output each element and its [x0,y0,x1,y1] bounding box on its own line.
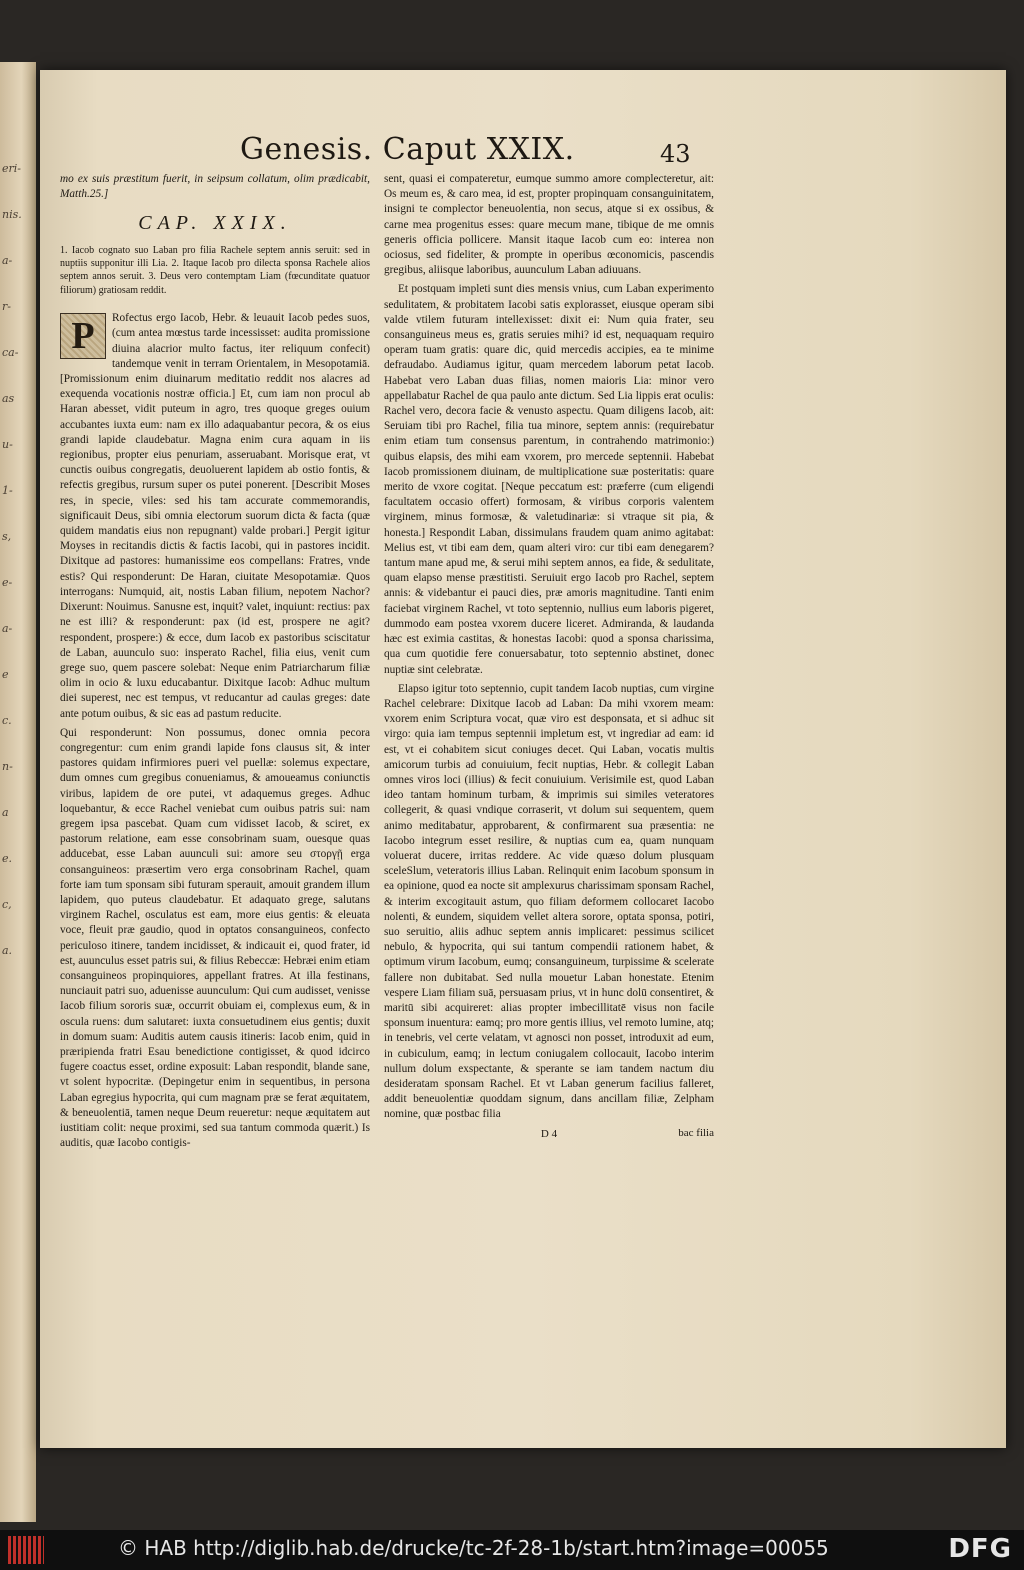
previous-page-text-fragment: e [2,668,9,681]
previous-page-text-fragment: ca- [2,346,19,359]
previous-page-text-fragment: s, [2,530,12,543]
signature-mark: D 4 [540,1127,558,1140]
dropcap-initial: P [60,313,106,359]
page-number: 43 [660,140,691,168]
paragraph: Et postquam impleti sunt dies mensis vnius, cum Laban experimento sedulitatem, & probitatem Iacobi satis explorasset, eiusque operam sibi valde vtilem futuram intellexisset: dixit ei: Num quia frater, seu consanguineus meus es, gratis seruies mihi? id est, nequaquam requiro operam tuam gratis: quare dic, quid mercedis accipies, ea te minime defraudabo. Audiamus igitur, quam mercedem laborum petat Iacob. Habebat vero Laban duas filias, nomen maioris Lia: minor vero appellabatur Rachel de qua paulo ante dictum. Sed Lia lippis erat oculis: Rachel vero, decora facie & venusto aspectu. Quam diligens Iacob, ait: Seruiam tibi pro Rachel, filia tua minore, septem annis: (requirebatur enim etiam tum consensus parentum, in contrahendo matrimonio:) quibus elapsis, des mihi eam vxorem, pro mercede septennii. Habebat Iacob promissionem diuinam, de multiplicatione suæ posteritatis: quare merito de vxore cogitat. [Neque peccatum est: præferre (cum eligendi facultatem occasio offert) formosam, & viribus corporis valentem virginem, minus formosæ, & valetudinariæ: si vtraque sit pia, & honesta.] Respondit Laban, dissimulans fraudem quam animo agitabat: Melius est, vt tibi eam dem, quam alteri viro: cur tibi eam denegarem? tantum mane apud me, & serui mihi septem annos, ea fide, & sedulitate, quam elapso mense præstitisti. Seruiuit ergo Iacob pro Rachel, septem annis: & videbantur ei pauci dies, præ amoris magnitudine. Tanti enim faciebat virginem Rachel, vt toto septennio, nullius eum laboris pigeret, dummodo eam postea vxorem ducere liceret. Admiranda, & laudanda hæc est eximia castitas, & honestas Iacobi: quod a sponsa charissima, qua cum quotidie fere conuersabatur, toto septennio abstinet, donec nuptiæ sint celebratæ. [384,283,714,676]
paragraph: Qui responderunt: Non possumus, donec omnia pecora congregentur: cum enim grandi lapide fons clausus sit, & inter pastores quidam infirmiores pueri vel puellæ: solemus expectare, dum omnes cum gregibus conueniamus, & amoueamus coniunctis viribus, lapidem de ore putei, vt adaquemus greges. Adhuc loquebantur, & ecce Rachel veniebat cum ouibus patris sui: nam gregem ipsa pascebat. Quam cum vidisset Iacob, & sciret, ex pastorum relatione, eam esse consobrinam suam, ouesque quas adducebat, esse Laban auunculi sui: amore seu στοργῇ erga consanguineos: præsertim vero erga consobrinam Rachel, quam forte iam tum sponsam sibi futuram sperauit, amouit grandem illum lapidem, quo puteus claudebatur. Et adaquato grege, salutans virginem Rachel, osculatus est eam, more eius gentis: & eleuata voce, fleuit præ gaudio, quod in optatos consanguineos, confecto periculoso itinere, tandem incidisset, & indicauit ei, quod frater, id est, auunculus esset patris sui, & filius Rebeccæ: Hebræi enim etiam consanguineos propinquiores, appellant fratres. At illa festinans, nunciauit patri suo, aduenisse auunculum: Qui cum audisset, venisse Iacob filium sororis suæ, occurrit obuiam ei, complexus eum, & in oscula ruens: dum salutaret: iuxta consuetudinem eius gentis; duxit in domum suam: Auditis autem causis itineris: Iacob enim, quid in præripienda fratri Esau benedictione contigisset, & quod idcirco fugere coactus esset, ordine exposuit: Laban respondit, blande sane, vt solent hypocritæ. (Depingetur enim in sequentibus, in persona Laban egregius hypocrita, qui cum magnam præ se ferat æquitatem, & beneuolentiā, tamen neque Deum reueretur: neque æquitatem aut iustitiam colit: neque proximi, sed sua tantum commoda quærit.) Is auditis, quæ Iacobo contigis- [60,726,370,1150]
previous-page-text-fragment: a- [2,254,13,267]
chapter-heading: CAP. XXIX. [138,212,292,235]
catchword: bac filia [678,1126,714,1139]
previous-page-text-fragment: a [2,806,9,819]
book-page [40,70,1006,1448]
previous-page-text-fragment: c. [2,714,12,727]
previous-page-text-fragment: u- [2,438,13,451]
previous-page-text-fragment: a. [2,944,13,957]
previous-page-text-fragment: c, [2,898,12,911]
copyright-url[interactable]: © HAB http://diglib.hab.de/drucke/tc-2f-28-1b/start.htm?image=00055 [118,1536,829,1560]
paragraph: Rofectus ergo Iacob, Hebr. & leuauit Iacob pedes suos, (cum antea mœstus tarde incessisset: audita promissione diuina alacrior multo factus, iter reliquum confecit) tandemque venit in terram Orientalem, in Mesopotamiā. [Promissionum enim diuinarum meditatio reddit nos alacres ad exequenda vocationis nostræ officia.] Et, cum iam non procul ab Haran abesset, vidit puteum in agro, tres quoque greges ouium accubantes iuxta eum: nam ex illo adaquabantur pecora, & os eius grandi lapide claudebatur. Magna enim cura aquam in iis regionibus, propter eius penuriam, asseruabant. Morisque erat, vt cunctis ouibus congregatis, deuoluerent lapidem ab ostio fontis, & refectis gregibus, rursum super os putei ponerent. [Describit Moses res, in specie, viles: sed his tam accurate commemorandis, significauit Deus, sibi omnia electorum suorum dicta & facta (quæ quidem mandatis eius non repugnant) valde probari.] Pergit igitur Moyses in recitandis dictis & factis Iacobi, qui in pastores incidit. Dixitque ad pastores: humanissime eos compellans: Fratres, vnde estis? Qui responderunt: De Haran, ciuitate Mesopotamiæ. Quos interrogans: Numquid, ait, nostis Laban filium, nepotem Nachor? Dixerunt: Nouimus. Sanusne est, inquit? valet, inquiunt: rectius: pax ne est illi? & responderunt: pax (id est, prospere ne agit? respondent, prospere:) & ecce, dum Iacob ex pastoribus sciscitatur de Laban, auunculo suo: insperato Rachel, filia eius, venit cum grege suo, quem pascere solebat: Neque enim Patriarcharum filiæ olim in ocio & luxu educabantur. Dixitque Iacob: Adhuc multum diei superest, nec est tempus, vt reducantur ad caulas greges: date ante potum ouibus, & sic eas ad pastum reducite. [60,312,370,720]
lead-text: mo ex suis præstitum fuerit, in seipsum collatum, olim prædicabit, Matth.25.] [60,173,370,201]
previous-page-text-fragment: nis. [2,208,22,221]
dfg-logo: DFG [948,1534,1012,1564]
previous-page-text-fragment: e- [2,576,13,589]
previous-page-text-fragment: as [2,392,15,405]
previous-page-text-fragment: eri- [2,162,22,175]
paragraph: sent, quasi ei compateretur, eumque summo amore complecteretur, ait: Os meum es, & caro mea, id est, propter propinquam consanguinitatem, insigni te complector beneuolentia, non secus, atque si ex ossibus, & carne mea progenitus esses: quare mecum mane, tibique de me omnis generis officia pollicere. Mansit itaque Iacob cum eo: interea non ociosus, sed fideliter, & prompte in operibus œconomicis, pascendis gregibus, aliisque laboribus, auunculum Laban adiuuans. [384,173,714,277]
chapter-argument: 1. Iacob cognato suo Laban pro filia Rachele septem annis seruit: sed in nuptiis supponitur illi Lia. 2. Itaque Iacob pro dilecta sponsa Rachele alios septem annos seruit. 3. Deus vero contemptam Liam (fœcunditate quatuor filiorum) gratiosam reddit. [60,244,370,296]
previous-page-text-fragment: r- [2,300,11,313]
previous-page-text-fragment: n- [2,760,13,773]
viewer-footer [0,1530,1024,1570]
previous-page-text-fragment: a- [2,622,13,635]
previous-page-text-fragment: 1- [2,484,13,497]
hab-barcode-logo-icon [8,1536,44,1564]
paragraph: Elapso igitur toto septennio, cupit tandem Iacob nuptias, cum virgine Rachel celebrare: Dixitque Iacob ad Laban: Da mihi vxorem meam: vxorem enim Scriptura vocat, quæ viro est desponsata, et si adhuc sit virgo: quia iam tempus septennii impletum est, vt ingrediar ad eam: id est, vt ei cohabitem sicut coniuges decet. Qui Laban, vocatis multis amicorum turbis ad conuiuium, fecit nuptias, Hebr. & collegit Laban omnes viros loci (illius) & fecit conuiuium. Verisimile est, quod Laban ideo tantam hominum turbam, & imprimis sui similes veteratores collegerit, & quasi vndique corraserit, vt dolum sui sequentem, quem animo meditabatur, approbarent, & confirmarent sua præsentia: ne Iacobo integrum esset resilire, & nuptias cum ea, quam nunquam voluerat ducere, irritas reddere. Ac vide quæso dolum plusquam sceleSlum, veteratoris illius Laban. Relinquit enim Iacobum sponsum in ea opinione, quod ea nocte sit amplexurus charissimam sponsam Rachel, & interim excogitauit astum, quo filiam deformem collocaret Iacobo nolenti, & eundem, siquidem vellet altera sorore, optata sponsa, potiri, suo seruitio, aliis adhuc septem annis implicaret: pessimus scilicet nebulo, & hypocrita, qui sui tantum compendii rationem habet, & optimum virum Iacobum, eumq; consanguineum, turpissime & scelerate fallere non dubitabat. Sed nulla mouetur Laban honestate. Etenim vespere Liam filiam suā, persuasam prius, vt in hunc dolū consentiret, & maritū sibi acquireret: alias propter imbecillitatē visus non facile sponsum inuentura: eamq; pro more gentis illius, vel remoto lumine, atq; in tenebris, vel certe velatam, vt agnosci non posset, introduxit ad eum, in cubiculum, eamq; in lectum coniugalem collocauit, Iacobo interim nullum dolum exspectante, & sperante se iam tandem nactum diu desideratam sponsam Rachel. Et vt Laban generum facilius falleret, addit beneuolentiæ quoddam signum, dans ancillam filiæ, Zelpham nomine, quæ postbac filia [384,682,714,1121]
running-title: Genesis. Caput XXIX. [240,132,575,167]
previous-page-edge [0,62,36,1522]
left-column [60,172,370,1155]
previous-page-text-fragment: e. [2,852,13,865]
right-column [384,172,714,1141]
